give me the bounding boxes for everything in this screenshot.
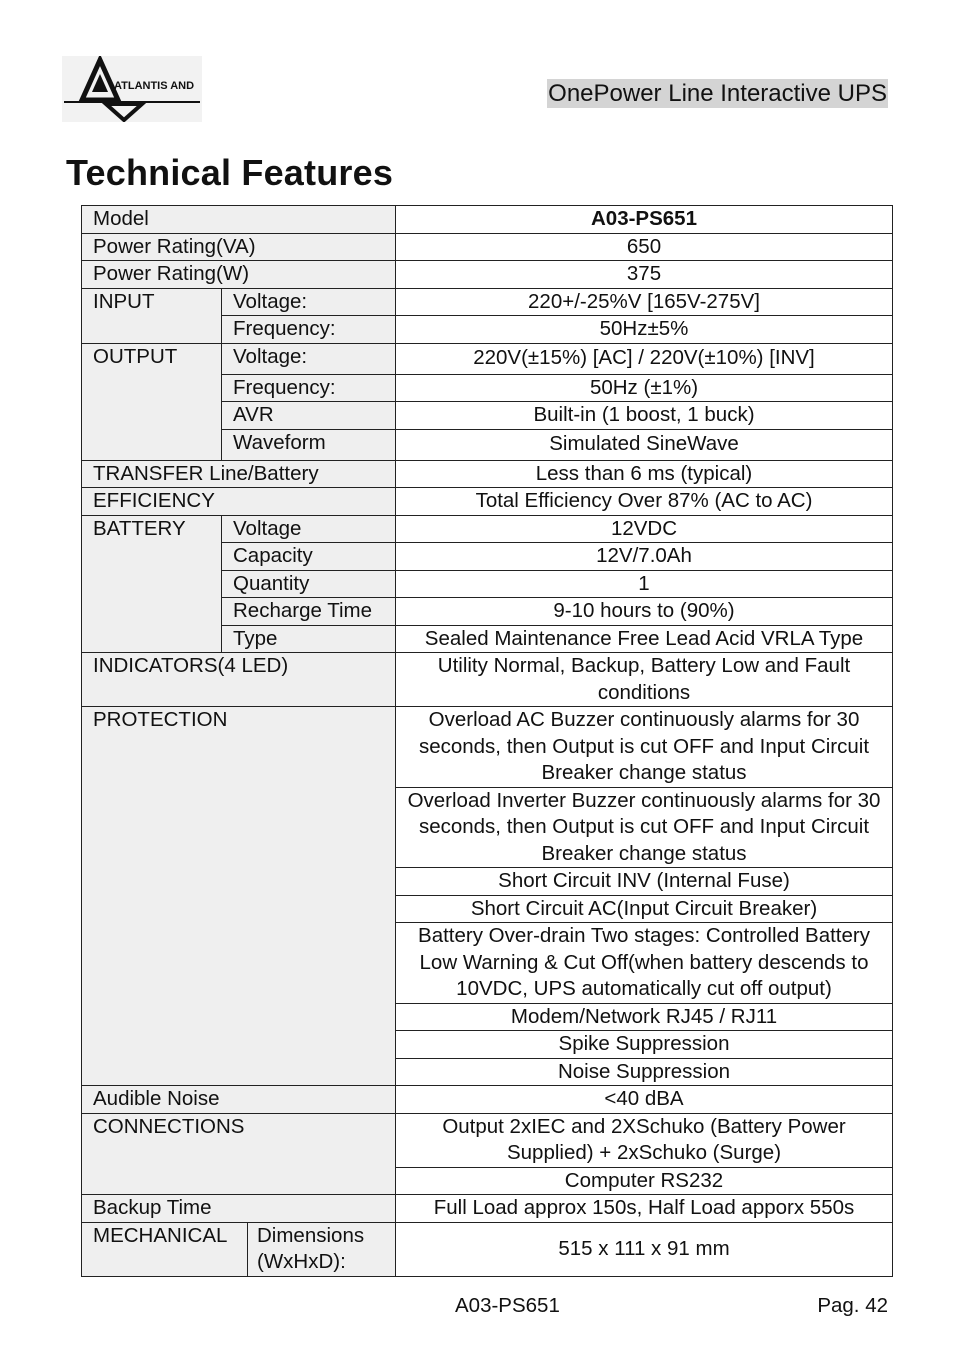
table-row [82,206,893,234]
backup-label: Backup Time [82,1195,396,1223]
transfer-value: Less than 6 ms (typical) [396,460,893,488]
atlantis-logo-icon [62,56,202,122]
product-title: OnePower Line Interactive UPS [548,80,887,107]
connections-item: Output 2xIEC and 2XSchuko (Battery Power Supplied) + 2xSchuko (Surge) [396,1113,893,1167]
battery-capacity-value: 12V/7.0Ah [396,543,893,571]
logo-wordmark: ATLANTIS AND [114,80,195,92]
power-w-value: 375 [396,261,893,289]
table-row [82,515,893,543]
battery-recharge-label: Recharge Time [222,598,396,626]
connections-item: Computer RS232 [396,1167,893,1195]
battery-label: BATTERY [82,515,222,653]
output-frequency-value: 50Hz (±1%) [396,374,893,402]
table-row [82,261,893,289]
output-label: OUTPUT [82,343,222,460]
battery-recharge-value: 9-10 hours to (90%) [396,598,893,626]
output-avr-value: Built-in (1 boost, 1 buck) [396,402,893,430]
mechanical-dimensions-label: Dimensions (WxHxD): [248,1222,396,1276]
table-row [82,233,893,261]
noise-label: Audible Noise [82,1086,396,1114]
table-row [82,653,893,707]
table-row [82,1195,893,1223]
battery-voltage-value: 12VDC [396,515,893,543]
efficiency-value: Total Efficiency Over 87% (AC to AC) [396,488,893,516]
footer-model: A03-PS651 [455,1294,560,1317]
mechanical-label: MECHANICAL [82,1222,248,1276]
output-avr-label: AVR [222,402,396,430]
power-va-value: 650 [396,233,893,261]
input-voltage-label: Voltage: [222,288,396,316]
protection-label: PROTECTION [82,707,396,1086]
input-frequency-label: Frequency: [222,316,396,344]
input-frequency-value: 50Hz±5% [396,316,893,344]
table-row [82,707,893,788]
backup-value: Full Load approx 150s, Half Load apporx 550s [396,1195,893,1223]
atlantis-logo [62,56,202,122]
protection-item: Overload Inverter Buzzer continuously alarms for 30 seconds, then Output is cut OFF and Input Circuit Breaker change status [396,787,893,868]
battery-voltage-label: Voltage [222,515,396,543]
protection-item: Overload AC Buzzer continuously alarms for 30 seconds, then Output is cut OFF and Input Circuit Breaker change status [396,707,893,788]
model-label: Model [82,206,396,234]
output-waveform-label: Waveform [222,429,396,460]
noise-value: <40 dBA [396,1086,893,1114]
protection-item: Short Circuit AC(Input Circuit Breaker) [396,895,893,923]
indicators-label: INDICATORS(4 LED) [82,653,396,707]
output-voltage-value: 220V(±15%) [AC] / 220V(±10%) [INV] [396,343,893,374]
output-waveform-value: Simulated SineWave [396,429,893,460]
page-number: Pag. 42 [817,1294,888,1317]
input-voltage-value: 220+/-25%V [165V-275V] [396,288,893,316]
transfer-label: TRANSFER Line/Battery [82,460,396,488]
page-title: Technical Features [66,152,394,193]
efficiency-label: EFFICIENCY [82,488,396,516]
spec-table [81,205,893,1277]
battery-capacity-label: Capacity [222,543,396,571]
output-frequency-label: Frequency: [222,374,396,402]
connections-label: CONNECTIONS [82,1113,396,1195]
model-value: A03-PS651 [396,206,893,234]
battery-quantity-label: Quantity [222,570,396,598]
table-row [82,460,893,488]
table-row [82,343,893,374]
battery-quantity-value: 1 [396,570,893,598]
mechanical-dimensions-value: 515 x 111 x 91 mm [396,1222,893,1276]
input-label: INPUT [82,288,222,343]
table-row [82,1113,893,1167]
power-va-label: Power Rating(VA) [82,233,396,261]
battery-type-label: Type [222,625,396,653]
table-row [82,1222,893,1276]
protection-item: Spike Suppression [396,1031,893,1059]
indicators-value: Utility Normal, Backup, Battery Low and Fault conditions [396,653,893,707]
output-voltage-label: Voltage: [222,343,396,374]
battery-type-value: Sealed Maintenance Free Lead Acid VRLA Type [396,625,893,653]
table-row [82,488,893,516]
table-row [82,288,893,316]
protection-item: Modem/Network RJ45 / RJ11 [396,1003,893,1031]
protection-item: Short Circuit INV (Internal Fuse) [396,868,893,896]
protection-item: Noise Suppression [396,1058,893,1086]
power-w-label: Power Rating(W) [82,261,396,289]
table-row [82,1086,893,1114]
protection-item: Battery Over-drain Two stages: Controlled Battery Low Warning & Cut Off(when battery descends to 10VDC, UPS automatically cut off output) [396,923,893,1004]
